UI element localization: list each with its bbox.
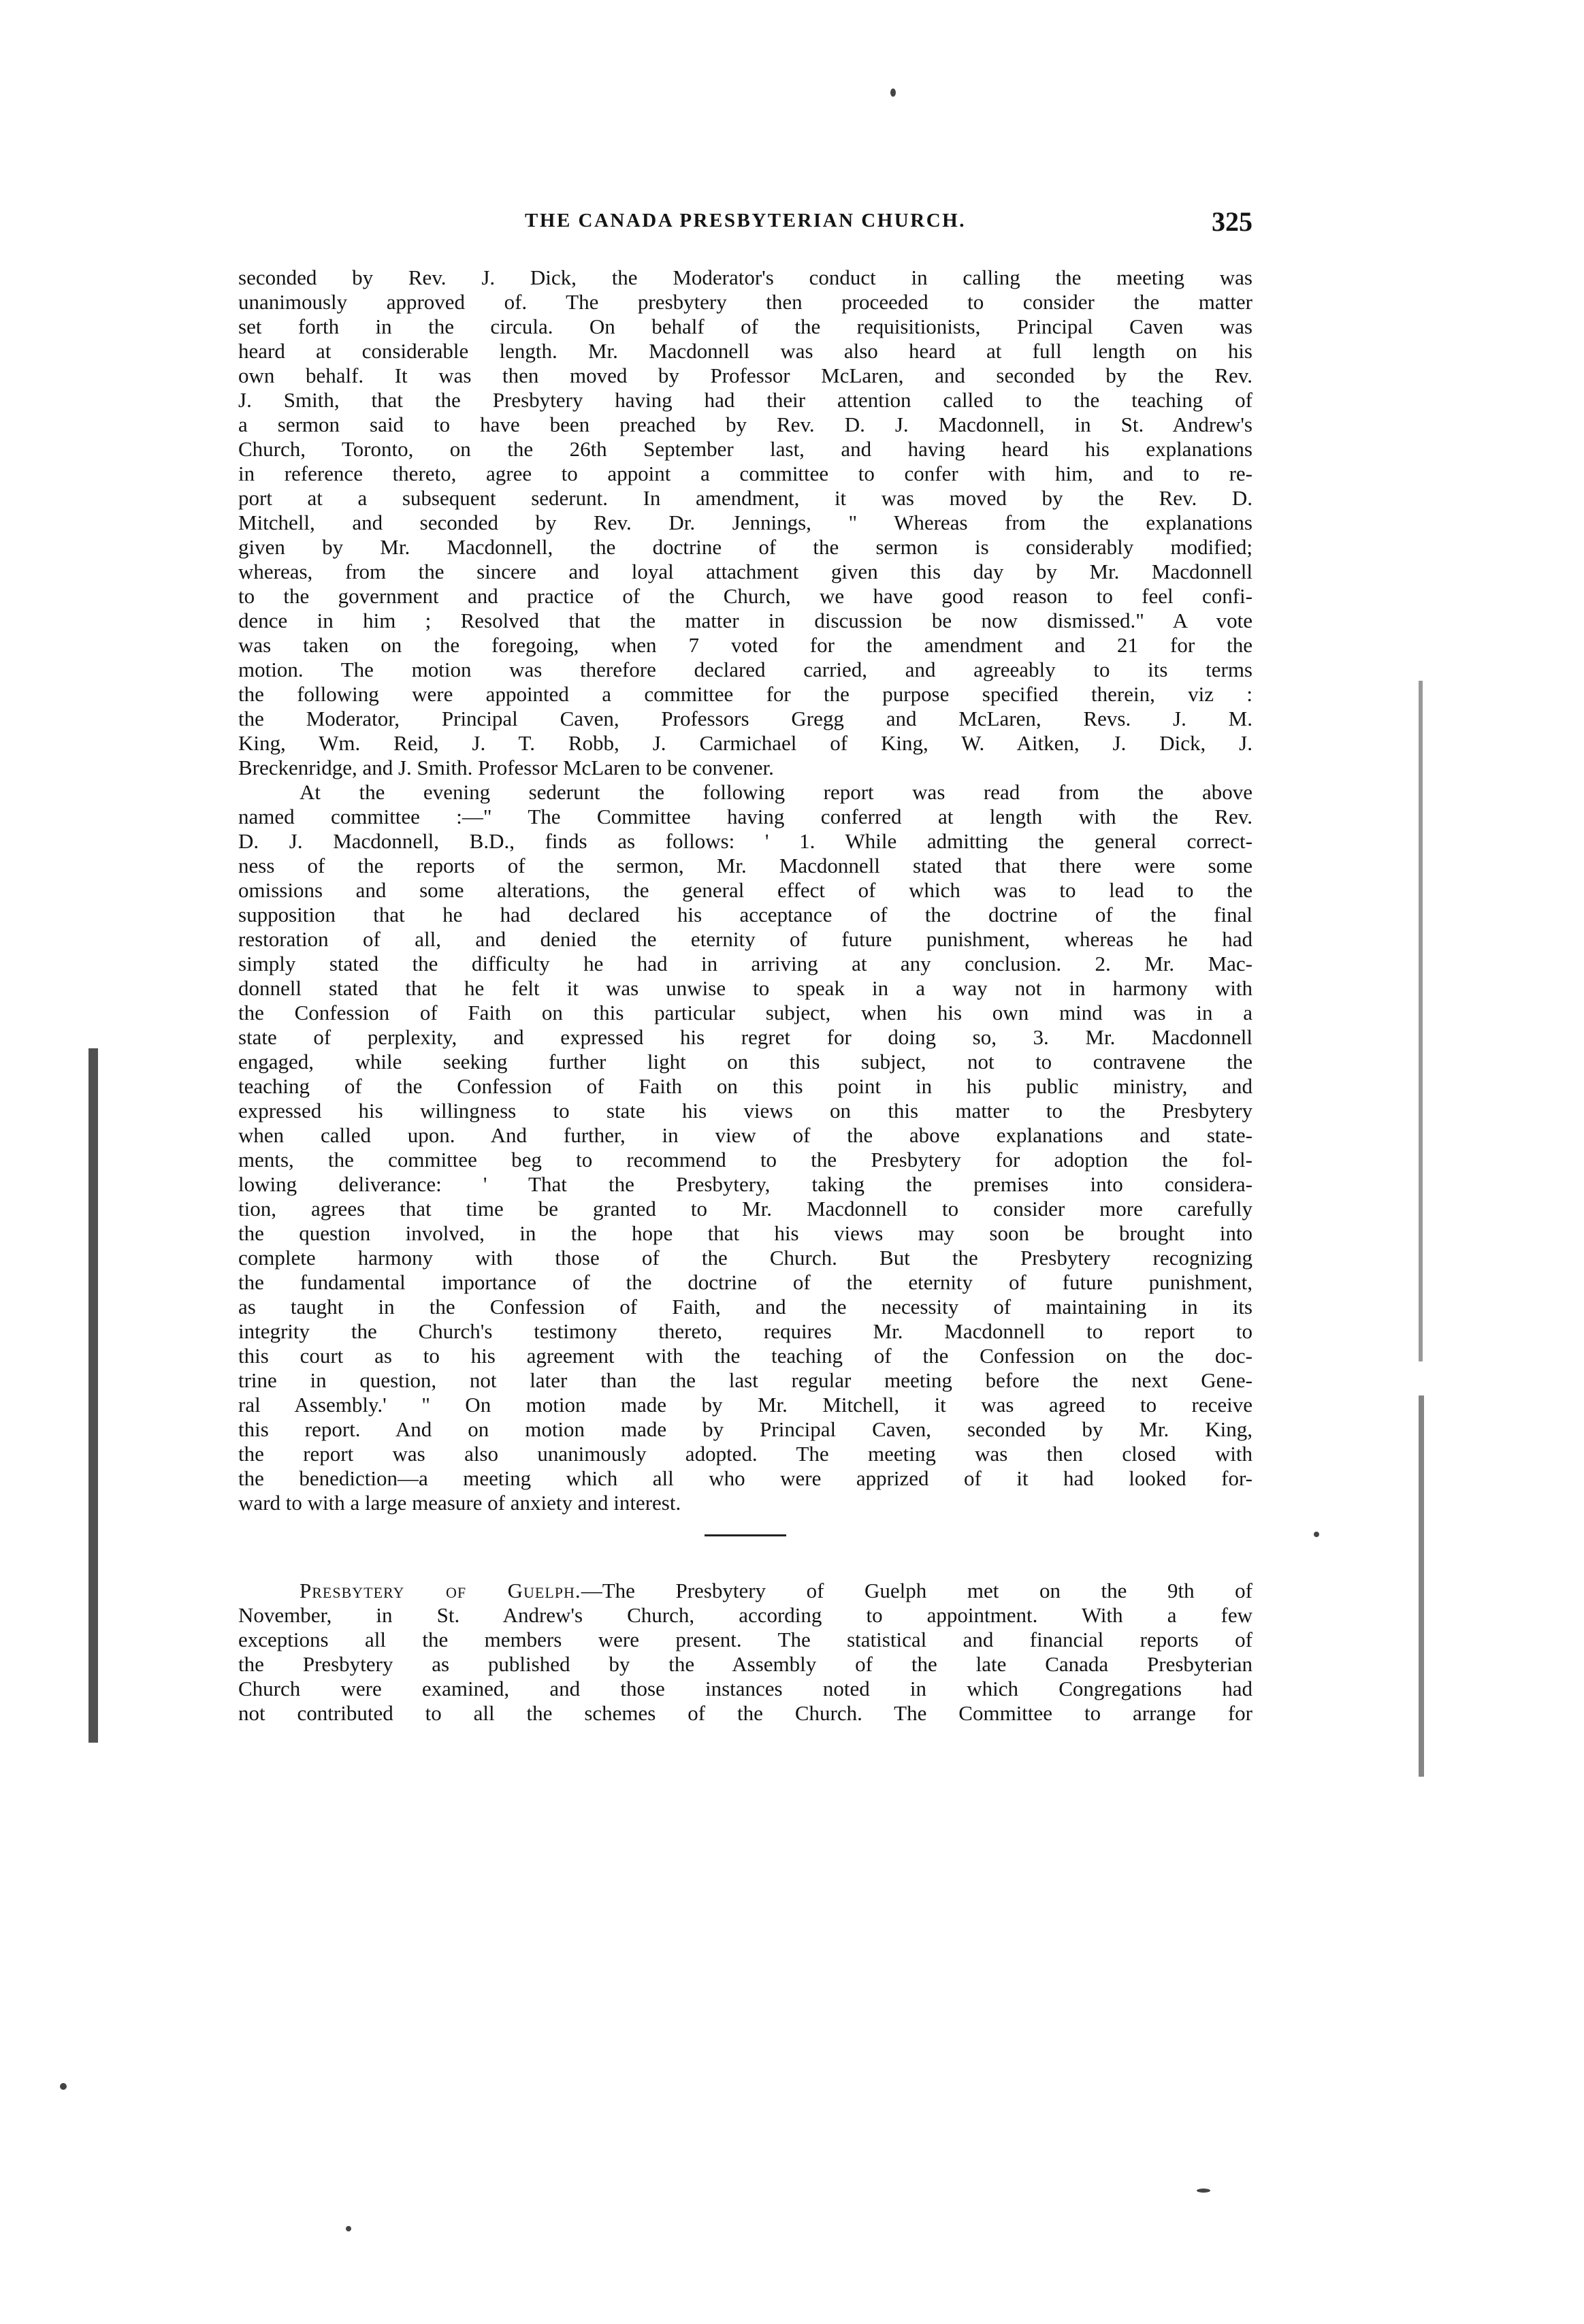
paragraph-moderator-motion: [238, 265, 1252, 780]
text-line: November, in St. Andrew's Church, according to appointment. With a few: [238, 1603, 1252, 1627]
text-line: the Presbytery as published by the Assembly of the late Canada Presbyterian: [238, 1652, 1252, 1676]
text-line: engaged, while seeking further light on this subject, not to contravene the: [238, 1050, 1252, 1074]
section-heading: Presbytery of Guelph.: [300, 1579, 581, 1602]
text-line: to the government and practice of the Church, we have good reason to feel confi-: [238, 584, 1252, 608]
text-line: was taken on the foregoing, when 7 voted for the amendment and 21 for the: [238, 633, 1252, 657]
text-line: omissions and some alterations, the general effect of which was to lead to the: [238, 878, 1252, 902]
text-line: lowing deliverance: ' That the Presbytery, taking the premises into considera-: [238, 1172, 1252, 1196]
scan-speck: [60, 2083, 67, 2090]
text-line: D. J. Macdonnell, B.D., finds as follows: ' 1. While admitting the general correct-: [238, 829, 1252, 853]
text-line: restoration of all, and denied the eternity of future punishment, whereas he had: [238, 927, 1252, 951]
text-line: expressed his willingness to state his views on this matter to the Presbytery: [238, 1099, 1252, 1123]
text-line: own behalf. It was then moved by Professor McLaren, and seconded by the Rev.: [238, 364, 1252, 387]
left-margin-scan-mark: [88, 1048, 98, 1743]
text-line: exceptions all the members were present. The statistical and financial reports of: [238, 1628, 1252, 1651]
text-line: the question involved, in the hope that his views may soon be brought into: [238, 1221, 1252, 1245]
scan-speck: [890, 88, 896, 97]
text-line: the following were appointed a committee for the purpose specified therein, viz :: [238, 682, 1252, 706]
text-line: supposition that he had declared his acceptance of the doctrine of the final: [238, 903, 1252, 926]
text-run: —The Presbytery of Guelph met on the 9th of: [581, 1579, 1252, 1602]
text-line: motion. The motion was therefore declared carried, and agreeably to its terms: [238, 658, 1252, 681]
text-line: unanimously approved of. The presbytery then proceeded to consider the matter: [238, 290, 1252, 314]
text-line: the report was also unanimously adopted. The meeting was then closed with: [238, 1442, 1252, 1466]
scan-speck: [346, 2226, 351, 2231]
text-line: complete harmony with those of the Church. But the Presbytery recognizing: [238, 1246, 1252, 1270]
text-line: Church, Toronto, on the 26th September last, and having heard his explanations: [238, 437, 1252, 461]
text-line: ward to with a large measure of anxiety and interest.: [238, 1491, 681, 1515]
text-line: the fundamental importance of the doctrine of the eternity of future punishment,: [238, 1270, 1252, 1294]
text-line: seconded by Rev. J. Dick, the Moderator's conduct in calling the meeting was: [238, 265, 1252, 289]
page-number: 325: [1212, 206, 1252, 237]
text-line: whereas, from the sincere and loyal attachment given this day by Mr. Macdonnell: [238, 560, 1252, 583]
scan-speck: [1314, 1532, 1319, 1537]
text-line: integrity the Church's testimony thereto, requires Mr. Macdonnell to report to: [238, 1319, 1252, 1343]
text-line: as taught in the Confession of Faith, and the necessity of maintaining in its: [238, 1295, 1252, 1319]
text-line: set forth in the circula. On behalf of the requisitionists, Principal Caven was: [238, 314, 1252, 338]
text-line: port at a subsequent sederunt. In amendment, it was moved by the Rev. D.: [238, 486, 1252, 510]
text-line: the Confession of Faith on this particular subject, when his own mind was in a: [238, 1001, 1252, 1024]
text-line: in reference thereto, agree to appoint a committee to confer with him, and to re-: [238, 462, 1252, 485]
text-line: this court as to his agreement with the teaching of the Confession on the doc-: [238, 1344, 1252, 1368]
text-line: ments, the committee beg to recommend to the Presbytery for adoption the fol-: [238, 1148, 1252, 1172]
page-header: [238, 206, 1252, 246]
text-line: ness of the reports of the sermon, Mr. Macdonnell stated that there were some: [238, 854, 1252, 877]
text-line: dence in him ; Resolved that the matter in discussion be now dismissed." A vote: [238, 609, 1252, 632]
text-line: the Moderator, Principal Caven, Professors Gregg and McLaren, Revs. J. M.: [238, 707, 1252, 730]
text-line: this report. And on motion made by Principal Caven, seconded by Mr. King,: [238, 1417, 1252, 1441]
text-line: Mitchell, and seconded by Rev. Dr. Jennings, " Whereas from the explanations: [238, 511, 1252, 534]
scan-speck: [1197, 2189, 1210, 2193]
text-line: given by Mr. Macdonnell, the doctrine of the sermon is considerably modified;: [238, 535, 1252, 559]
text-line: Breckenridge, and J. Smith. Professor McLaren to be convener.: [238, 756, 774, 779]
text-line: teaching of the Confession of Faith on this point in his public ministry, and: [238, 1074, 1252, 1098]
right-margin-scan-mark: [1419, 681, 1423, 1361]
paragraph-committee-report: [238, 780, 1252, 1515]
right-margin-scan-mark: [1419, 1395, 1424, 1777]
text-line: simply stated the difficulty he had in arriving at any conclusion. 2. Mr. Mac-: [238, 952, 1252, 975]
text-line: ral Assembly.' " On motion made by Mr. Mitchell, it was agreed to receive: [238, 1393, 1252, 1417]
text-line: donnell stated that he felt it was unwise to speak in a way not in harmony with: [238, 976, 1252, 1000]
text-line: a sermon said to have been preached by Rev. D. J. Macdonnell, in St. Andrew's: [238, 413, 1252, 436]
text-line: At the evening sederunt the following report was read from the above: [300, 780, 1252, 804]
text-line: King, Wm. Reid, J. T. Robb, J. Carmichael of King, W. Aitken, J. Dick, J.: [238, 731, 1252, 755]
text-line: tion, agrees that time be granted to Mr. Macdonnell to consider more carefully: [238, 1197, 1252, 1221]
section-divider: [705, 1534, 786, 1536]
text-line: the benediction—a meeting which all who were apprized of it had looked for-: [238, 1466, 1252, 1490]
text-line: [238, 1579, 1252, 1603]
text-line: trine in question, not later than the last regular meeting before the next Gene-: [238, 1368, 1252, 1392]
text-line: named committee :—" The Committee having conferred at length with the Rev.: [238, 805, 1252, 828]
text-line: J. Smith, that the Presbytery having had their attention called to the teaching of: [238, 388, 1252, 412]
text-line: Church were examined, and those instances noted in which Congregations had: [238, 1677, 1252, 1700]
text-line: not contributed to all the schemes of the Church. The Committee to arrange for: [238, 1701, 1252, 1725]
running-head: THE CANADA PRESBYTERIAN CHURCH.: [525, 210, 966, 231]
text-line: state of perplexity, and expressed his regret for doing so, 3. Mr. Macdonnell: [238, 1025, 1252, 1049]
text-line: heard at considerable length. Mr. Macdonnell was also heard at full length on his: [238, 339, 1252, 363]
text-line: when called upon. And further, in view of the above explanations and state-: [238, 1123, 1252, 1147]
paragraph-presbytery-of-guelph: [238, 1579, 1252, 1726]
article-body: [238, 265, 1252, 1726]
